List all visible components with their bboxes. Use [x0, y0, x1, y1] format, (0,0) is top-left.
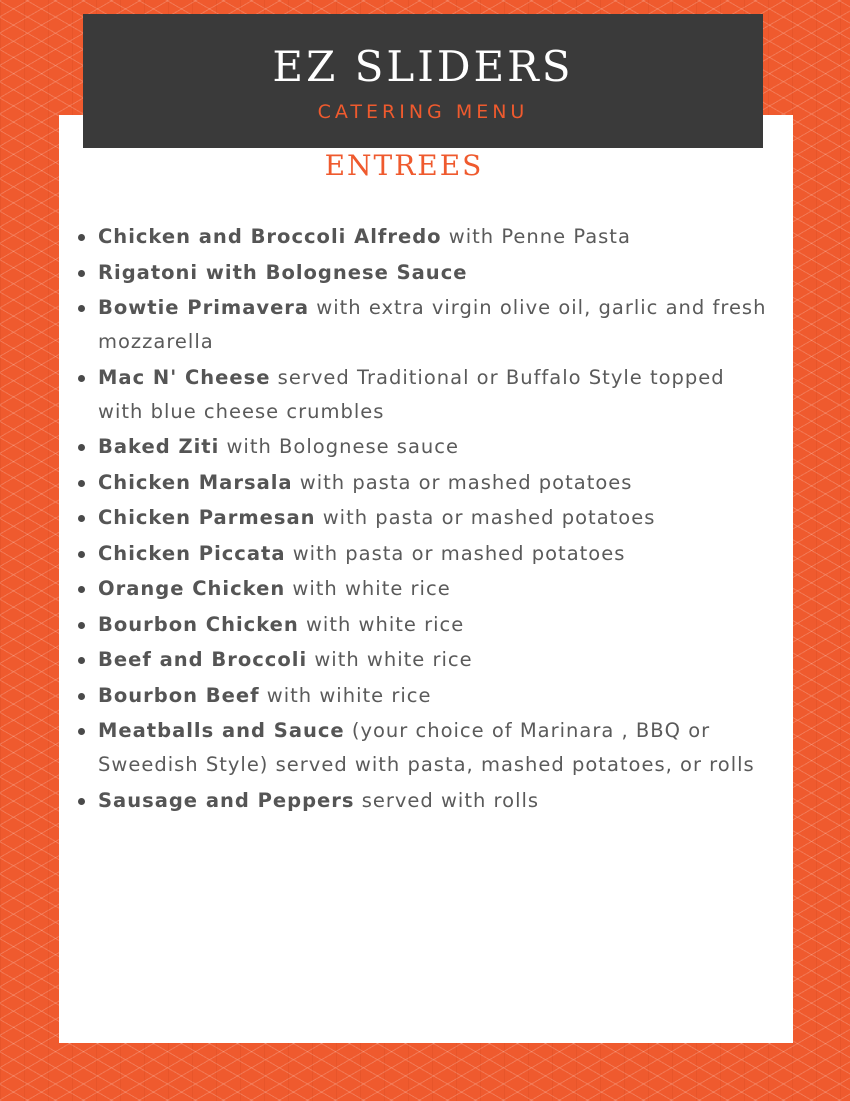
item-description: with white rice [298, 612, 465, 636]
list-item [78, 679, 768, 713]
menu-title: EZ SLIDERS [272, 42, 574, 91]
item-description: served Traditional or Buffalo Style topped with blue cheese crumbles [98, 365, 725, 423]
list-item [78, 608, 768, 642]
list-item [78, 714, 768, 782]
list-item [78, 256, 768, 290]
item-name: Sausage and Peppers [98, 788, 355, 812]
list-item [78, 466, 768, 500]
menu-subtitle: CATERING MENU [317, 101, 529, 123]
item-description: with pasta or mashed potatoes [292, 470, 633, 494]
list-item [78, 501, 768, 535]
item-name: Bourbon Beef [98, 683, 260, 707]
list-item [78, 537, 768, 571]
item-name: Chicken Piccata [98, 541, 286, 565]
item-name: Beef and Broccoli [98, 648, 308, 671]
item-name: Chicken Marsala [98, 470, 293, 494]
list-item [78, 643, 768, 677]
list-item [78, 220, 768, 254]
header-banner [83, 14, 763, 148]
item-description: with pasta or mashed potatoes [315, 506, 656, 529]
item-description: with Penne Pasta [441, 225, 631, 248]
item-description: (your choice of Marinara , BBQ or Sweedish Style) served with pasta, mashed potatoes, or rolls [98, 719, 755, 776]
item-description: with wihite rice [259, 683, 432, 707]
item-name: Baked Ziti [98, 435, 220, 458]
item-description: with white rice [285, 577, 451, 600]
item-name: Mac N' Cheese [98, 365, 271, 389]
list-item [78, 291, 768, 359]
entree-list [78, 220, 768, 819]
item-description: with white rice [307, 648, 473, 671]
item-name: Rigatoni with Bolognese Sauce [98, 260, 468, 284]
list-item [78, 430, 768, 464]
item-description: with extra virgin olive oil, garlic and fresh mozzarella [98, 296, 767, 353]
list-item [78, 572, 768, 606]
item-name: Orange Chicken [98, 577, 286, 600]
item-name: Bowtie Primavera [98, 296, 310, 319]
item-description: with Bolognese sauce [219, 435, 459, 458]
list-item [78, 361, 768, 429]
item-description: served with rolls [354, 788, 540, 812]
item-description: with pasta or mashed potatoes [285, 541, 626, 565]
item-name: Bourbon Chicken [98, 612, 299, 636]
item-name: Meatballs and Sauce [98, 719, 345, 742]
item-name: Chicken and Broccoli Alfredo [98, 225, 442, 248]
list-item [78, 784, 768, 818]
item-name: Chicken Parmesan [98, 506, 316, 529]
section-heading: ENTREES [324, 149, 484, 182]
